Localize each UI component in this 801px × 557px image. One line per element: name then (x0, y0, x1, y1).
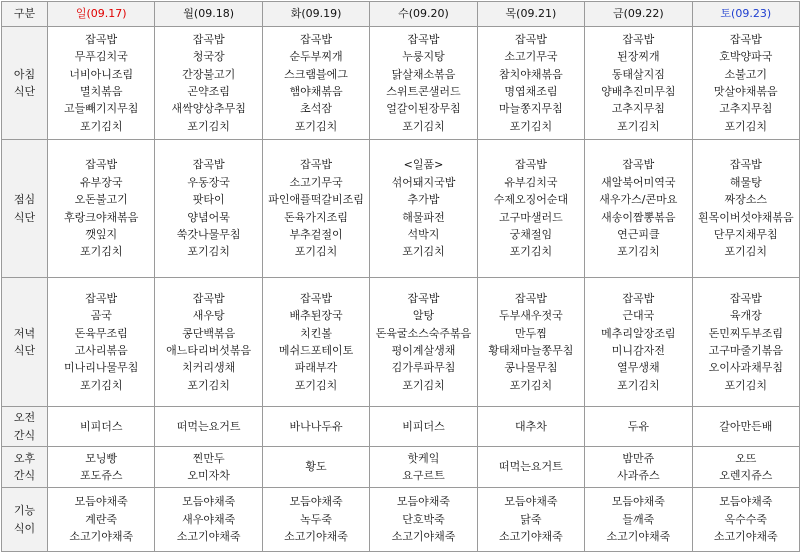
menu-item: 소고기무국 (289, 175, 343, 189)
row-label-line: 오전 (13, 411, 36, 425)
row-label-line: 간식 (13, 428, 36, 442)
menu-item: 동태살지짐 (611, 67, 665, 81)
row-label (2, 140, 48, 278)
menu-item: 포기김치 (79, 378, 123, 392)
meal-cell (370, 278, 477, 407)
menu-item: 소고기야채죽 (69, 530, 134, 544)
menu-item: 요구르트 (402, 469, 445, 482)
row-label (2, 447, 48, 488)
menu-item: 햄야채볶음 (289, 85, 343, 98)
menu-item: 고구마샐러드 (499, 210, 563, 224)
weekly-meal-table (1, 1, 800, 552)
menu-item: 유부김치국 (504, 175, 558, 189)
menu-item: 치킨볼 (300, 326, 332, 340)
meal-cell (155, 488, 262, 552)
row-label (2, 278, 48, 407)
menu-item: 돈육가지조림 (284, 210, 348, 224)
meal-row-dinner (2, 278, 800, 407)
menu-item: 오미자차 (187, 469, 230, 482)
menu-item: 포기김치 (402, 245, 445, 259)
menu-item: 잡곡밥 (729, 158, 762, 172)
menu-item: 흰목이버섯야채볶음 (697, 210, 794, 224)
menu-item: 떠먹는요거트 (499, 460, 563, 474)
menu-item: 만두찜 (514, 326, 547, 340)
meal-cell (48, 407, 155, 447)
menu-item: 잡곡밥 (407, 32, 440, 46)
menu-item: 오이사과채무침 (708, 361, 783, 375)
menu-item: 잡곡밥 (300, 291, 332, 305)
menu-item: 녹두죽 (300, 512, 332, 526)
meal-cell (477, 407, 584, 447)
row-label (2, 488, 48, 552)
menu-item: 추가밥 (407, 193, 440, 207)
meal-cell (585, 407, 692, 447)
day-header: 월(09.18) (155, 2, 262, 27)
menu-item: 알탕 (412, 309, 435, 323)
menu-item: 포기김치 (294, 119, 338, 133)
menu-item: 파인애플떡갈비조림 (268, 193, 364, 207)
meal-cell (477, 140, 584, 278)
menu-item: 곰국 (90, 309, 112, 323)
row-label-line: 식이 (13, 521, 36, 535)
meal-cell (477, 488, 584, 552)
row-label-line: 기능 (13, 504, 36, 518)
menu-item: 새우가스/콘마요 (599, 193, 678, 207)
menu-item: 황도 (305, 460, 327, 474)
meal-cell (370, 407, 477, 447)
menu-item: 포도쥬스 (79, 469, 123, 482)
menu-item: 양배추진미무침 (601, 85, 676, 98)
menu-item: 우동장국 (187, 175, 230, 189)
meal-cell (155, 278, 262, 407)
menu-item: 계란죽 (85, 512, 118, 526)
menu-item: 두유 (627, 419, 649, 433)
menu-item: 쑥갓나물무침 (176, 227, 241, 241)
menu-item: 잡곡밥 (622, 32, 655, 46)
menu-item: 소불고기 (724, 67, 768, 81)
menu-item: 초석잠 (300, 102, 332, 116)
meal-cell (155, 27, 262, 140)
meal-cell (585, 27, 692, 140)
menu-item: 청국장 (192, 50, 225, 64)
menu-item: 포기김치 (187, 378, 230, 392)
menu-item: 콩나물무침 (504, 361, 558, 375)
menu-item: 김가루파무침 (391, 361, 456, 375)
header-row (2, 2, 800, 27)
meal-cell (477, 447, 584, 488)
menu-item: 소고기야채죽 (176, 530, 241, 544)
menu-item: 모듬야채죽 (504, 495, 558, 509)
menu-item: 모듬야채죽 (396, 495, 451, 509)
menu-item: 팟타이 (192, 193, 225, 207)
menu-item: 짜장소스 (724, 193, 768, 207)
menu-item: 고추지무침 (611, 102, 665, 116)
menu-item: 포기김치 (294, 378, 338, 392)
meal-cell (477, 27, 584, 140)
menu-item: 애느타리버섯볶음 (166, 344, 252, 357)
meal-cell (585, 488, 692, 552)
menu-item: 열무생채 (617, 361, 660, 375)
menu-item: 잡곡밥 (514, 32, 547, 46)
menu-item: 해물파전 (402, 210, 445, 224)
row-label (2, 407, 48, 447)
row-label-line: 아침 (13, 67, 36, 81)
menu-item: 잡곡밥 (192, 32, 225, 46)
menu-item: 소고기야채죽 (606, 530, 671, 544)
menu-item: 모듬야채죽 (611, 495, 665, 509)
menu-item: 대추차 (514, 419, 547, 433)
menu-item: 잡곡밥 (85, 291, 118, 305)
menu-item: 포기김치 (509, 245, 553, 259)
menu-item: 포기김치 (402, 119, 445, 133)
menu-item: 미니감자전 (611, 344, 665, 357)
menu-item: 떠먹는요거트 (176, 419, 241, 433)
meal-cell (370, 488, 477, 552)
menu-item: 고구마줄기볶음 (708, 344, 783, 357)
menu-item: 포기김치 (724, 245, 768, 259)
menu-item: 파래부각 (294, 361, 338, 375)
meal-row-pm_snack (2, 447, 800, 488)
menu-item: 후랑크야채볶음 (64, 210, 139, 224)
meal-cell (262, 407, 369, 447)
menu-item: 포기김치 (509, 378, 553, 392)
meal-row-am_snack (2, 407, 800, 447)
menu-item: 모듬야채죽 (74, 495, 128, 509)
menu-item: 소고기야채죽 (499, 530, 563, 544)
menu-item: 소고기무국 (504, 50, 558, 64)
meal-cell (692, 27, 799, 140)
menu-item: 고사리볶음 (74, 344, 128, 357)
menu-item: 닭죽 (520, 512, 542, 526)
menu-item: 마늘쫑지무침 (499, 102, 563, 116)
menu-item: 간장불고기 (182, 67, 236, 81)
meal-row-lunch (2, 140, 800, 278)
row-label-line: 간식 (13, 469, 36, 482)
menu-item: 비피더스 (402, 419, 445, 433)
meal-cell (48, 447, 155, 488)
menu-item: 멸치볶음 (79, 85, 123, 98)
menu-item: 궁채절임 (509, 227, 553, 241)
meal-cell (262, 278, 369, 407)
meal-cell (262, 488, 369, 552)
menu-item: 고추지무침 (719, 102, 773, 116)
meal-cell (155, 407, 262, 447)
menu-item: 너비아니조림 (69, 67, 134, 81)
menu-item: 포기김치 (402, 378, 445, 392)
menu-item: 포기김치 (294, 245, 338, 259)
meal-cell (585, 447, 692, 488)
menu-item: 참치야채볶음 (499, 67, 563, 81)
menu-item: 포기김치 (617, 378, 660, 392)
menu-item: 포기김치 (724, 378, 768, 392)
meal-cell (155, 447, 262, 488)
menu-item: 모듬야채죽 (289, 495, 343, 509)
meal-cell (48, 140, 155, 278)
menu-item: 돈민찌두부조림 (708, 326, 783, 340)
menu-item: 누룽지탕 (402, 50, 445, 64)
menu-item: 잡곡밥 (729, 32, 762, 46)
menu-item: 닭살채소볶음 (391, 67, 456, 81)
menu-item: 유부장국 (79, 175, 123, 189)
menu-item: 근대국 (622, 309, 655, 323)
row-label (2, 27, 48, 140)
meal-row-breakfast (2, 27, 800, 140)
meal-cell (262, 140, 369, 278)
menu-item: 해물탕 (729, 175, 762, 189)
meal-row-special (2, 488, 800, 552)
header-label: 구분 (2, 2, 48, 27)
menu-item: 포기김치 (617, 245, 660, 259)
menu-item: 섞어돼지국밥 (391, 175, 456, 189)
day-header: 화(09.19) (262, 2, 369, 27)
menu-item: 모닝빵 (85, 451, 118, 465)
menu-item: 단호박죽 (402, 512, 445, 526)
menu-item: 황태채마늘쫑무침 (488, 344, 574, 357)
menu-item: 돈육무조림 (74, 326, 128, 340)
menu-item: 호박양파국 (719, 50, 773, 64)
menu-item: 수제오징어순대 (493, 193, 569, 207)
menu-item: 스위트콘샐러드 (386, 85, 461, 98)
menu-item: 모듬야채죽 (182, 495, 236, 509)
menu-item: 순두부찌개 (289, 50, 343, 64)
menu-item: 오뜨 (735, 451, 757, 465)
meal-cell (48, 27, 155, 140)
menu-item: 잡곡밥 (407, 291, 440, 305)
menu-item: 핫케잌 (407, 451, 440, 465)
menu-item: 된장찌개 (617, 50, 660, 64)
menu-item: 소고기야채죽 (391, 530, 456, 544)
menu-item: 돈육굴소스숙주볶음 (375, 326, 472, 340)
menu-item: 포기김치 (724, 119, 768, 133)
table-body (2, 27, 800, 552)
menu-item: 새우탕 (192, 309, 225, 323)
menu-item: 잡곡밥 (622, 158, 655, 172)
menu-item: 잡곡밥 (514, 158, 547, 172)
meal-cell (48, 488, 155, 552)
menu-item: 갈아만든배 (719, 419, 773, 433)
menu-item: 잡곡밥 (300, 158, 332, 172)
menu-item: 콩단백볶음 (182, 326, 236, 340)
meal-cell (262, 27, 369, 140)
menu-item: 포기김치 (79, 119, 123, 133)
menu-item: 깻잎지 (85, 227, 118, 241)
menu-item: 잡곡밥 (192, 158, 225, 172)
row-label-line: 식단 (13, 344, 36, 357)
menu-item: 고들빼기지무침 (64, 102, 139, 116)
menu-item: 오렌지쥬스 (719, 469, 773, 482)
meal-cell (477, 278, 584, 407)
table-header (2, 2, 800, 27)
meal-cell (692, 488, 799, 552)
menu-item: 오돈불고기 (74, 193, 128, 207)
meal-cell (370, 27, 477, 140)
menu-item: 비피더스 (79, 419, 123, 433)
menu-item: 석박지 (407, 227, 440, 241)
menu-item: 잡곡밥 (85, 158, 118, 172)
day-header: 목(09.21) (477, 2, 584, 27)
menu-item: 포기김치 (187, 119, 230, 133)
menu-item: 새송이짬뽕볶음 (601, 210, 676, 224)
menu-item: 메추리알장조림 (601, 326, 676, 340)
menu-item: 잡곡밥 (514, 291, 547, 305)
day-header: 토(09.23) (692, 2, 799, 27)
menu-item: 잡곡밥 (729, 291, 762, 305)
meal-cell (370, 140, 477, 278)
menu-item: 명엽채조림 (504, 85, 558, 98)
menu-item: 새알북어미역국 (601, 175, 676, 189)
meal-cell (262, 447, 369, 488)
meal-cell (585, 140, 692, 278)
row-label-line: 식단 (13, 85, 36, 98)
menu-item: 포기김치 (617, 119, 660, 133)
menu-item: 옥수수죽 (724, 512, 768, 526)
menu-item: 단무지채무침 (713, 227, 778, 241)
row-label-line: 오후 (13, 451, 36, 465)
menu-item: 부추겉절이 (289, 227, 343, 241)
menu-item: 잡곡밥 (622, 291, 655, 305)
day-header: 일(09.17) (48, 2, 155, 27)
menu-item: 들깨죽 (622, 512, 655, 526)
menu-item: 바나나두유 (289, 419, 343, 433)
menu-item: 스크램블에그 (284, 67, 348, 81)
meal-cell (370, 447, 477, 488)
menu-item: 사과쥬스 (617, 469, 660, 482)
menu-item: 무푸김치국 (74, 50, 128, 64)
meal-cell (692, 140, 799, 278)
menu-item: 새우야채죽 (182, 512, 236, 526)
menu-item: 곤약조림 (187, 85, 230, 98)
menu-item: 포기김치 (187, 245, 230, 259)
menu-item: 연근피클 (617, 227, 660, 241)
menu-item: 두부새우젓국 (499, 309, 563, 323)
menu-item: 포기김치 (509, 119, 553, 133)
meal-cell (692, 407, 799, 447)
menu-item: 잡곡밥 (300, 32, 332, 46)
day-header: 금(09.22) (585, 2, 692, 27)
menu-item: 배추된장국 (289, 309, 343, 323)
menu-item: 평이계살생채 (391, 344, 456, 357)
menu-item: 메쉬드포테이토 (278, 344, 354, 357)
meal-cell (692, 278, 799, 407)
menu-item: 찐만두 (192, 451, 225, 465)
menu-item: 밤만쥬 (622, 451, 655, 465)
menu-item: 양념어묵 (187, 210, 230, 224)
menu-item: 미나리나물무침 (64, 361, 139, 375)
menu-item: 소고기야채죽 (713, 530, 778, 544)
day-header: 수(09.20) (370, 2, 477, 27)
menu-item: 소고기야채죽 (284, 530, 348, 544)
row-label-line: 저녁 (13, 326, 36, 340)
meal-cell (48, 278, 155, 407)
menu-item: 잡곡밥 (85, 32, 118, 46)
menu-item: 모듬야채죽 (719, 495, 773, 509)
meal-cell (585, 278, 692, 407)
meal-cell (155, 140, 262, 278)
menu-item: 포기김치 (79, 245, 123, 259)
menu-item: <일품> (403, 158, 444, 172)
row-label-line: 점심 (13, 193, 36, 207)
menu-item: 얼갈이된장무침 (386, 102, 461, 116)
menu-item: 새싹양상추무침 (171, 102, 246, 116)
menu-item: 맛살야채볶음 (713, 85, 778, 98)
meal-cell (692, 447, 799, 488)
menu-item: 잡곡밥 (192, 291, 225, 305)
menu-item: 치커리생채 (182, 361, 236, 375)
menu-item: 육개장 (729, 309, 762, 323)
row-label-line: 식단 (13, 210, 36, 224)
